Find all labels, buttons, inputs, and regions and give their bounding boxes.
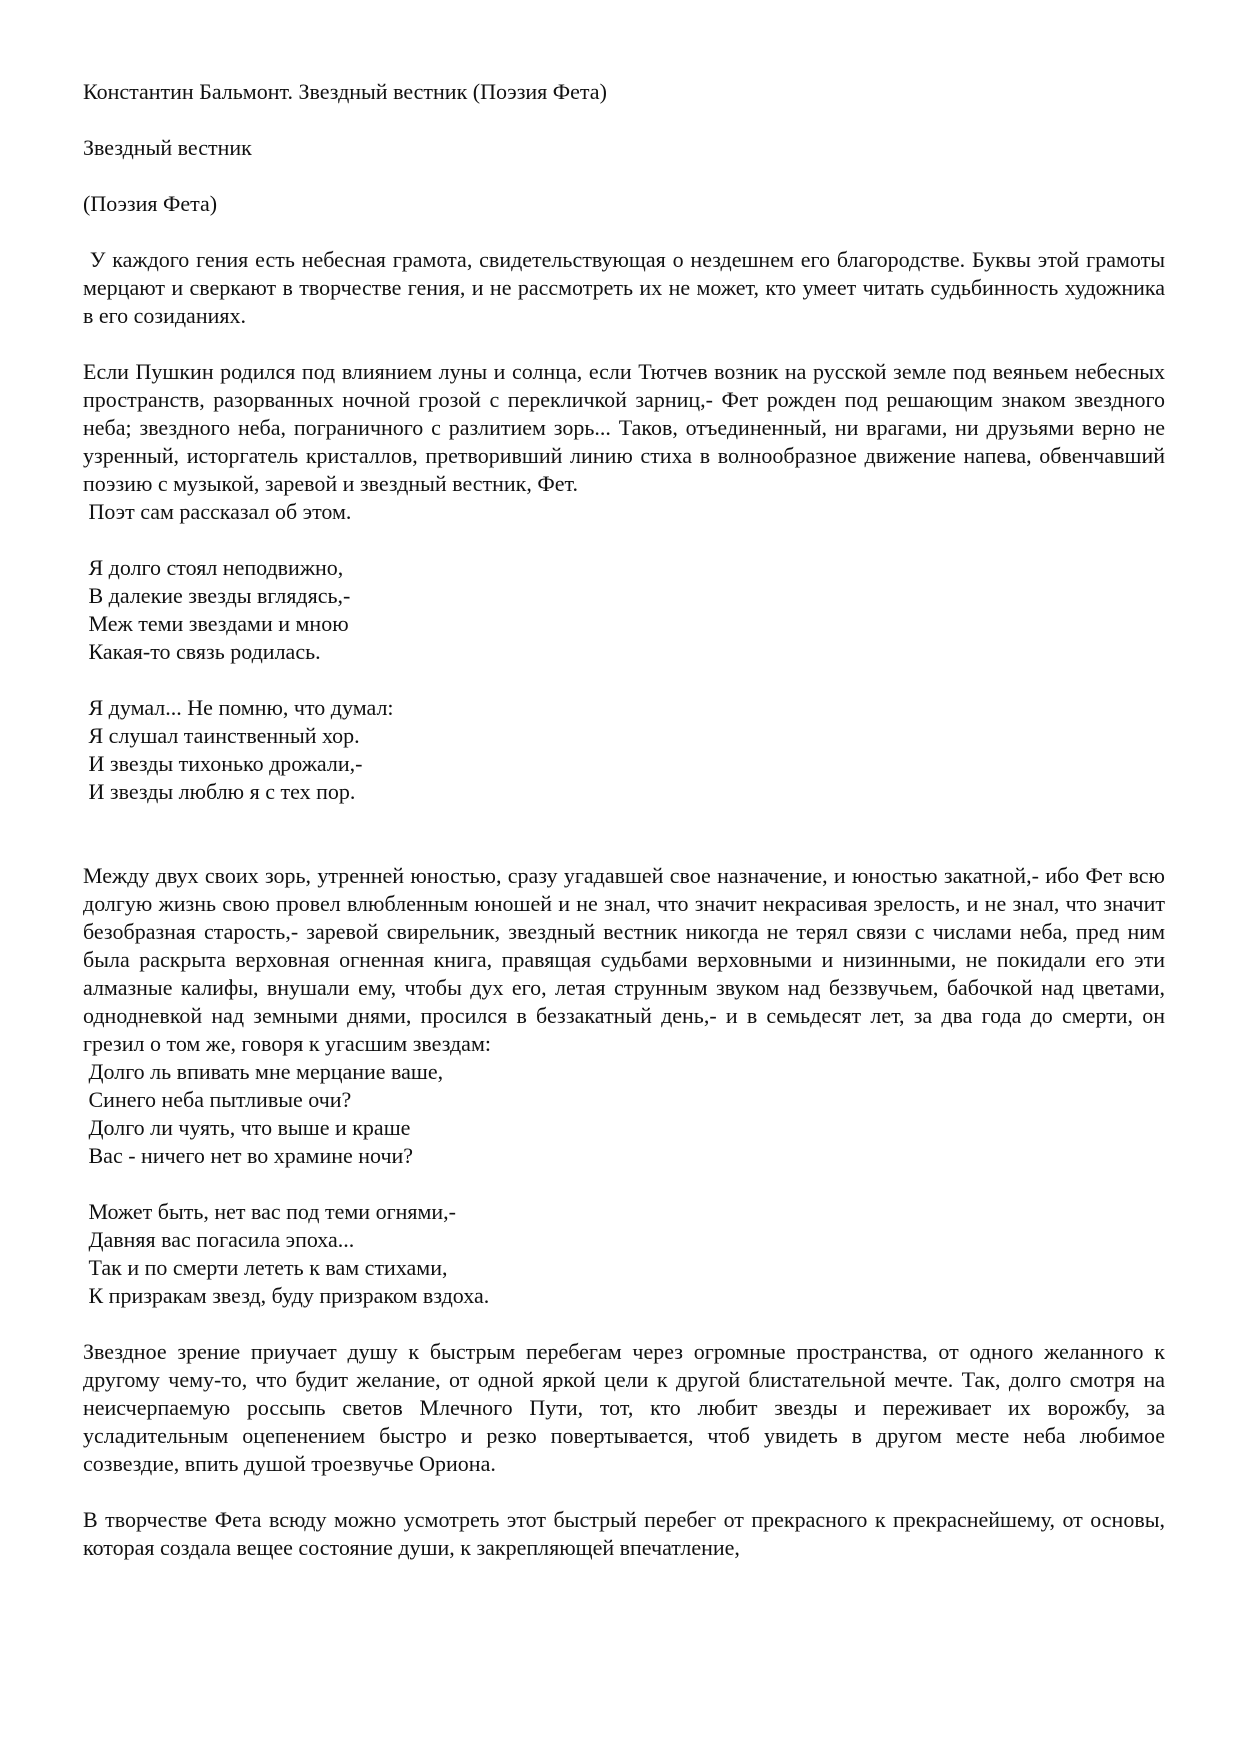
poem-2-stanza-2 (83, 1198, 1165, 1310)
verse-line: В далекие звезды вглядясь,- (83, 583, 351, 608)
document-subheading: (Поэзия Фета) (83, 191, 218, 216)
paragraph-3: Поэт сам рассказал об этом. (83, 499, 352, 524)
poem-2-stanza-1 (83, 1058, 1165, 1170)
verse-line: Меж теми звездами и мною (83, 611, 349, 636)
paragraph-6: В творчестве Фета всюду можно усмотреть этот быстрый перебег от прекрасного к прекраснейшему, от основы, которая создала вещее состояние души, к закрепляющей впечатление, (83, 1507, 1165, 1560)
document-title: Константин Бальмонт. Звездный вестник (Поэзия Фета) (83, 79, 607, 104)
verse-line: Синего неба пытливые очи? (83, 1087, 352, 1112)
document-heading: Звездный вестник (83, 135, 252, 160)
verse-line: И звезды тихонько дрожали,- (83, 751, 363, 776)
document-page (83, 78, 1171, 1562)
paragraph-1: У каждого гения есть небесная грамота, свидетельствующая о нездешнем его благородстве. Буквы этой грамоты мерцают и сверкают в творчестве гения, и не рассмотреть их не может, кто умеет читать судьбинность художника в его созиданиях. (83, 247, 1171, 328)
paragraph-5: Звездное зрение приучает душу к быстрым перебегам через огромные пространства, от одного желанного к другому чему-то, что будит желание, от одной яркой цели к другой блистательной мечте. Так, долго смотря на неисчерпаемую россыпь светов Млечного Пути, тот, кто любит звезды и переживает их ворожбу, за усладительным оцепенением быстро и резко повертывается, чтоб увидеть в другом месте неба любимое созвездие, впить душой троезвучье Ориона. (83, 1339, 1165, 1476)
verse-line: Долго ль впивать мне мерцание ваше, (83, 1059, 444, 1084)
poem-1-stanza-2 (83, 694, 1165, 806)
poem-1-stanza-1 (83, 554, 1165, 666)
verse-line: К призракам звезд, буду призраком вздоха. (83, 1283, 490, 1308)
verse-line: Может быть, нет вас под теми огнями,- (83, 1199, 457, 1224)
verse-line: Так и по смерти лететь к вам стихами, (83, 1255, 448, 1280)
paragraph-4: Между двух своих зорь, утренней юностью, сразу угадавшей свое назначение, и юностью закатной,- ибо Фет всю долгую жизнь свою провел влюбленным юношей и не знал, что значит некрасивая зрелость, и не знал, что значит безобразная старость,- заревой свирельник, звездный вестник никогда не терял связи с числами неба, пред ним была раскрыта верховная огненная книга, правящая судьбами верховными и низинными, не покидали его эти алмазные калифы, внушали ему, чтобы дух его, летая струнным звуком над беззвучьем, бабочкой над цветами, однодневкой над земными днями, просился в беззакатный день,- и в семьдесят лет, за два года до смерти, он грезил о том же, говоря к угасшим звездам: (83, 863, 1165, 1056)
verse-line: Вас - ничего нет во храмине ночи? (83, 1143, 414, 1168)
verse-line: Я слушал таинственный хор. (83, 723, 360, 748)
verse-line: И звезды люблю я с тех пор. (83, 779, 356, 804)
verse-line: Я думал... Не помню, что думал: (83, 695, 394, 720)
verse-line: Какая-то связь родилась. (83, 639, 321, 664)
verse-line: Давняя вас погасила эпоха... (83, 1227, 355, 1252)
verse-line: Я долго стоял неподвижно, (83, 555, 344, 580)
paragraph-2: Если Пушкин родился под влиянием луны и солнца, если Тютчев возник на русской земле под веяньем небесных пространств, разорванных ночной грозой с перекличкой зарниц,- Фет рожден под решающим знаком звездного неба; звездного неба, пограничного с разлитием зорь... Таков, отъединенный, ни врагами, ни друзьями верно не узренный, исторгатель кристаллов, претворивший линию стиха в волнообразное движение напева, обвенчавший поэзию с музыкой, заревой и звездный вестник, Фет. (83, 359, 1165, 496)
verse-line: Долго ли чуять, что выше и краше (83, 1115, 411, 1140)
